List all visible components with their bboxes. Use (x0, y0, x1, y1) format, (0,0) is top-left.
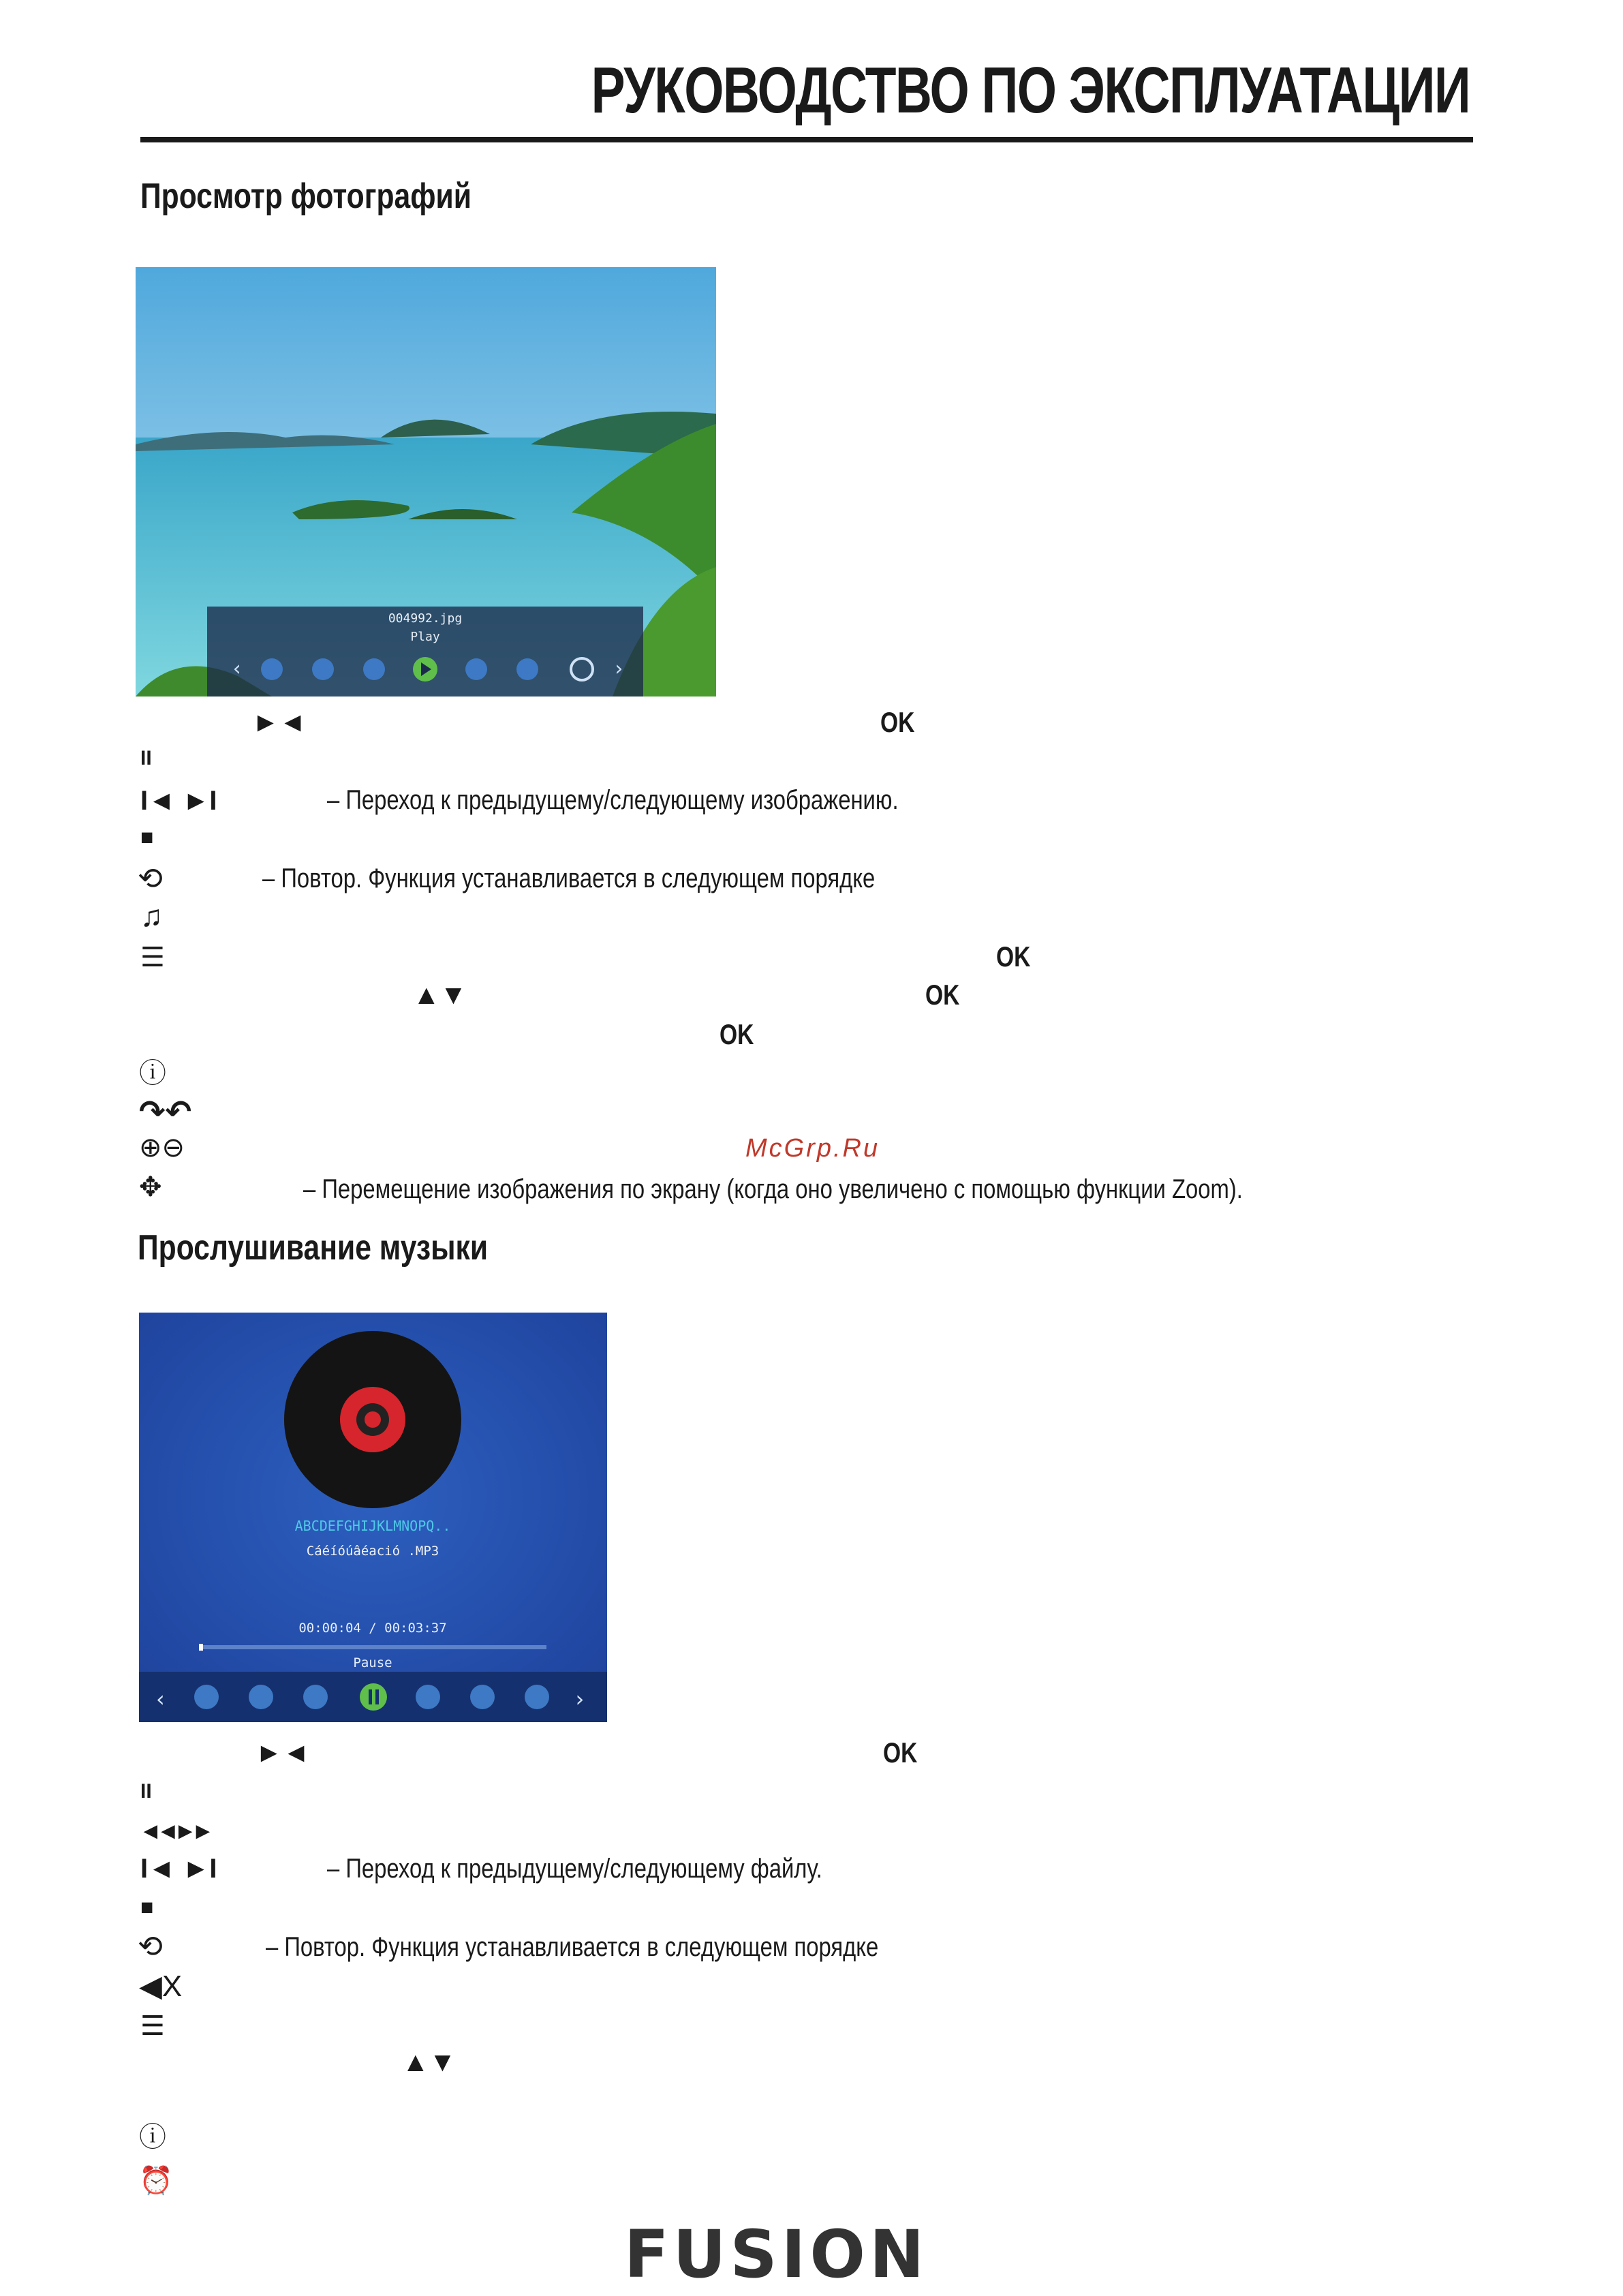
mute-icon: ◀X (139, 1970, 183, 2003)
repeat-description: – Повтор. Функция устанавливается в следующем порядке (266, 1932, 879, 1962)
stop-icon: ■ (140, 825, 154, 849)
list-icon: ☰ (140, 2011, 165, 2041)
ok-label: OK (996, 940, 1031, 973)
watermark: McGrp.Ru (745, 1134, 880, 1163)
up-down-icon: ▲▼ (413, 980, 467, 1010)
skip-icon: I◄ ►I (140, 1854, 217, 1884)
ok-label: OK (880, 706, 915, 738)
photo-skip-forward-icon[interactable] (363, 658, 385, 680)
up-down-icon: ▲▼ (402, 2047, 457, 2077)
music-rewind-icon[interactable] (470, 1685, 495, 1709)
zoom-icon: ⊕⊖ (139, 1133, 185, 1163)
info-icon: ⓘ (139, 1058, 166, 1088)
music-list-icon[interactable] (303, 1685, 328, 1709)
music-skip-forward-icon[interactable] (249, 1685, 273, 1709)
music-artist: ABCDEFGHIJKLMNOPQ.. (294, 1518, 451, 1534)
photo-info-icon[interactable] (261, 658, 283, 680)
music-stop-icon[interactable] (416, 1685, 440, 1709)
skip-icon: I◄ ►I (140, 786, 217, 816)
skip-description: – Переход к предыдущему/следующему файлу. (327, 1854, 822, 1884)
photo-stop-icon[interactable] (465, 658, 487, 680)
music-icon: ♫ (140, 900, 163, 933)
repeat-icon: ⟲ (138, 862, 163, 896)
play-pause-icon: ►◄ (256, 1738, 310, 1768)
repeat-icon: ⟲ (138, 1930, 163, 1963)
rotate-icon: ↷↶ (139, 1094, 192, 1129)
music-screenshot (139, 1313, 607, 1722)
info-icon: ⓘ (139, 2122, 166, 2152)
music-next-arrow-icon[interactable]: › (573, 1686, 587, 1712)
music-time: 00:00:04 / 00:03:37 (298, 1621, 447, 1636)
seek-icon: ◄◄►► (139, 1818, 209, 1844)
header-rule (140, 137, 1473, 142)
move-icon: ✥ (139, 1172, 162, 1202)
progress-bar[interactable] (199, 1645, 546, 1649)
music-skip-back-icon[interactable] (194, 1685, 219, 1709)
music-pause-icon[interactable] (360, 1683, 387, 1711)
music-prev-arrow-icon[interactable]: ‹ (154, 1686, 168, 1712)
music-fast-forward-icon[interactable] (525, 1685, 549, 1709)
photo-status: Play (410, 630, 440, 644)
photo-skip-back-icon[interactable] (312, 658, 334, 680)
photo-section-title: Просмотр фотографий (140, 177, 472, 216)
move-description: – Перемещение изображения по экрану (когда оно увеличено с помощью функции Zoom). (303, 1174, 1243, 1204)
photo-screenshot (136, 267, 716, 697)
photo-next-arrow-icon[interactable]: › (613, 657, 625, 681)
music-track: Cáéíóúâéació .MP3 (306, 1544, 439, 1559)
alarm-icon: ⏰ (139, 2166, 173, 2196)
brand-logo: FUSION (624, 2216, 929, 2293)
music-status: Pause (353, 1655, 392, 1670)
page-header-title: РУКОВОДСТВО ПО ЭКСПЛУАТАЦИИ (591, 54, 1470, 127)
photo-list-icon[interactable] (516, 658, 538, 680)
music-section-title: Прослушивание музыки (138, 1228, 489, 1268)
photo-prev-arrow-icon[interactable]: ‹ (231, 657, 244, 681)
ok-label: OK (883, 1736, 918, 1769)
pause-icon: II (140, 747, 152, 769)
stop-icon: ■ (140, 1895, 154, 1919)
list-icon: ☰ (140, 943, 165, 973)
pause-icon: II (140, 1780, 152, 1803)
skip-description: – Переход к предыдущему/следующему изображению. (327, 785, 899, 815)
play-pause-icon: ►◄ (252, 707, 307, 737)
photo-filename: 004992.jpg (388, 611, 463, 626)
repeat-description: – Повтор. Функция устанавливается в следующем порядке (262, 863, 876, 893)
ok-label: OK (925, 979, 960, 1011)
ok-label: OK (720, 1018, 754, 1050)
